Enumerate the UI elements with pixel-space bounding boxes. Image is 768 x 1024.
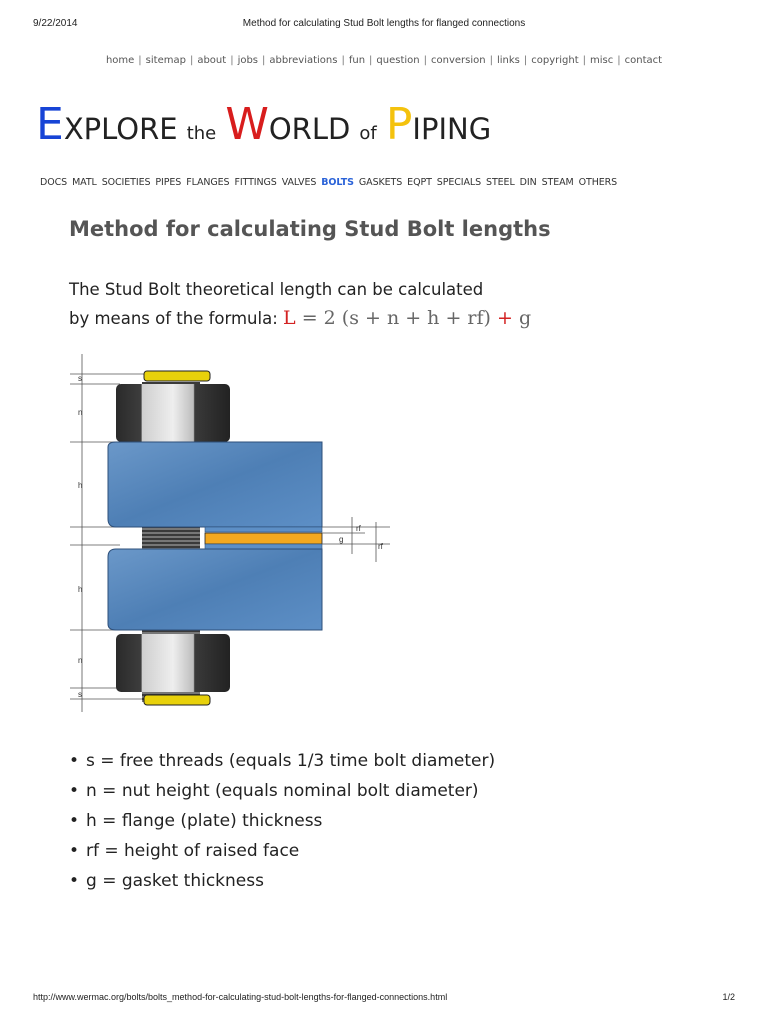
definition-n: • n = nut height (equals nominal bolt diameter) xyxy=(69,776,495,806)
category-nav-gaskets[interactable]: GASKETS xyxy=(358,177,403,188)
formula-body: = 2 (s + n + h + rf) xyxy=(295,307,497,329)
category-nav-specials[interactable]: SPECIALS xyxy=(436,177,482,188)
top-nav-link-links[interactable]: links xyxy=(496,55,520,66)
top-nav-separator: | xyxy=(369,55,373,66)
logo-word-the: the xyxy=(186,123,217,144)
label-n-bottom: n xyxy=(78,656,83,665)
top-nav-separator: | xyxy=(262,55,266,66)
top-nav-separator: | xyxy=(582,55,587,66)
label-rf-top: rf xyxy=(356,524,361,533)
gasket xyxy=(205,533,322,544)
label-n-top: n xyxy=(78,408,83,417)
logo-word-of: of xyxy=(359,123,377,144)
category-nav xyxy=(40,177,740,188)
print-date: 9/22/2014 xyxy=(33,18,78,29)
label-s-bottom: s xyxy=(78,690,82,699)
logo-letter-p: P xyxy=(385,99,413,150)
category-nav-bolts[interactable]: BOLTS xyxy=(321,177,354,188)
top-nut xyxy=(116,384,230,442)
top-nav-separator: | xyxy=(523,55,528,66)
top-nav-link-jobs[interactable]: jobs xyxy=(237,55,259,66)
category-nav-valves[interactable]: VALVES xyxy=(281,177,317,188)
bottom-flange xyxy=(108,549,322,630)
label-g: g xyxy=(339,535,344,544)
formula xyxy=(283,307,531,329)
logo-letter-e: E xyxy=(36,99,64,150)
label-rf-bottom: rf xyxy=(378,542,383,551)
bottom-nut xyxy=(116,634,230,692)
logo-word-explore: XPLORE xyxy=(63,112,178,146)
formula-intro xyxy=(69,275,629,333)
top-nav-link-fun[interactable]: fun xyxy=(348,55,366,66)
top-nav-link-abbreviations[interactable]: abbreviations xyxy=(269,55,338,66)
logo-word-piping: IPING xyxy=(412,112,492,146)
print-footer xyxy=(0,992,768,1006)
logo-word-world: ORLD xyxy=(268,112,351,146)
stud-bolt-diagram-svg xyxy=(60,352,400,717)
bolt-end-bottom xyxy=(144,695,210,705)
top-nav-separator: | xyxy=(138,55,142,66)
category-nav-societies[interactable]: SOCIETIES xyxy=(101,177,151,188)
print-page-number: 1/2 xyxy=(722,992,735,1002)
intro-line-2-text: by means of the formula: xyxy=(69,309,284,328)
category-nav-others[interactable]: OTHERS xyxy=(578,177,618,188)
category-nav-fittings[interactable]: FITTINGS xyxy=(234,177,277,188)
top-nav-link-sitemap[interactable]: sitemap xyxy=(145,55,186,66)
stud-bolt-diagram xyxy=(60,352,400,717)
definition-g: • g = gasket thickness xyxy=(69,866,495,896)
top-nav-separator: | xyxy=(341,55,345,66)
top-nav-separator: | xyxy=(617,55,621,66)
top-nav-link-about[interactable]: about xyxy=(197,55,227,66)
intro-line-2 xyxy=(69,304,629,333)
top-nav-link-conversion[interactable]: conversion xyxy=(431,55,486,66)
bolt-end-top xyxy=(144,371,210,381)
top-nav-separator: | xyxy=(489,55,493,66)
category-nav-pipes[interactable]: PIPES xyxy=(155,177,182,188)
definition-rf: • rf = height of raised face xyxy=(69,836,495,866)
top-nav-link-copyright[interactable]: copyright xyxy=(531,55,579,66)
definition-h: • h = flange (plate) thickness xyxy=(69,806,495,836)
category-nav-flanges[interactable]: FLANGES xyxy=(186,177,230,188)
label-h-bottom: h xyxy=(78,585,83,594)
top-nav-separator: | xyxy=(423,55,427,66)
category-nav-steam[interactable]: STEAM xyxy=(541,177,574,188)
definition-list xyxy=(69,746,495,896)
page-heading: Method for calculating Stud Bolt lengths xyxy=(69,217,551,241)
top-flange xyxy=(108,442,322,527)
top-nav-link-contact[interactable]: contact xyxy=(624,55,663,66)
label-h-top: h xyxy=(78,481,83,490)
top-raised-face xyxy=(205,527,322,532)
label-s-top: s xyxy=(78,374,82,383)
category-nav-steel[interactable]: STEEL xyxy=(486,177,515,188)
category-nav-matl[interactable]: MATL xyxy=(72,177,97,188)
print-header xyxy=(0,18,768,32)
top-nav-separator: | xyxy=(230,55,234,66)
formula-L: L xyxy=(283,307,296,329)
formula-plus: + xyxy=(496,307,513,329)
category-nav-din[interactable]: DIN xyxy=(519,177,537,188)
bottom-raised-face xyxy=(205,544,322,549)
print-url: http://www.wermac.org/bolts/bolts_method-for-calculating-stud-bolt-lengths-for-flanged-connections.html xyxy=(33,992,448,1002)
intro-line-1: The Stud Bolt theoretical length can be calculated xyxy=(69,280,484,299)
print-title: Method for calculating Stud Bolt lengths for flanged connections xyxy=(242,18,526,29)
category-nav-eqpt[interactable]: EQPT xyxy=(407,177,432,188)
logo-letter-w: W xyxy=(225,99,269,150)
top-nav-link-home[interactable]: home xyxy=(105,55,135,66)
top-nav-separator: | xyxy=(189,55,194,66)
formula-g: g xyxy=(512,307,532,329)
definition-s: • s = free threads (equals 1/3 time bolt diameter) xyxy=(69,746,495,776)
top-nav xyxy=(0,55,768,66)
top-nav-link-misc[interactable]: misc xyxy=(590,55,614,66)
site-logo[interactable] xyxy=(36,100,491,160)
top-nav-link-question[interactable]: question xyxy=(376,55,420,66)
category-nav-docs[interactable]: DOCS xyxy=(40,177,68,188)
